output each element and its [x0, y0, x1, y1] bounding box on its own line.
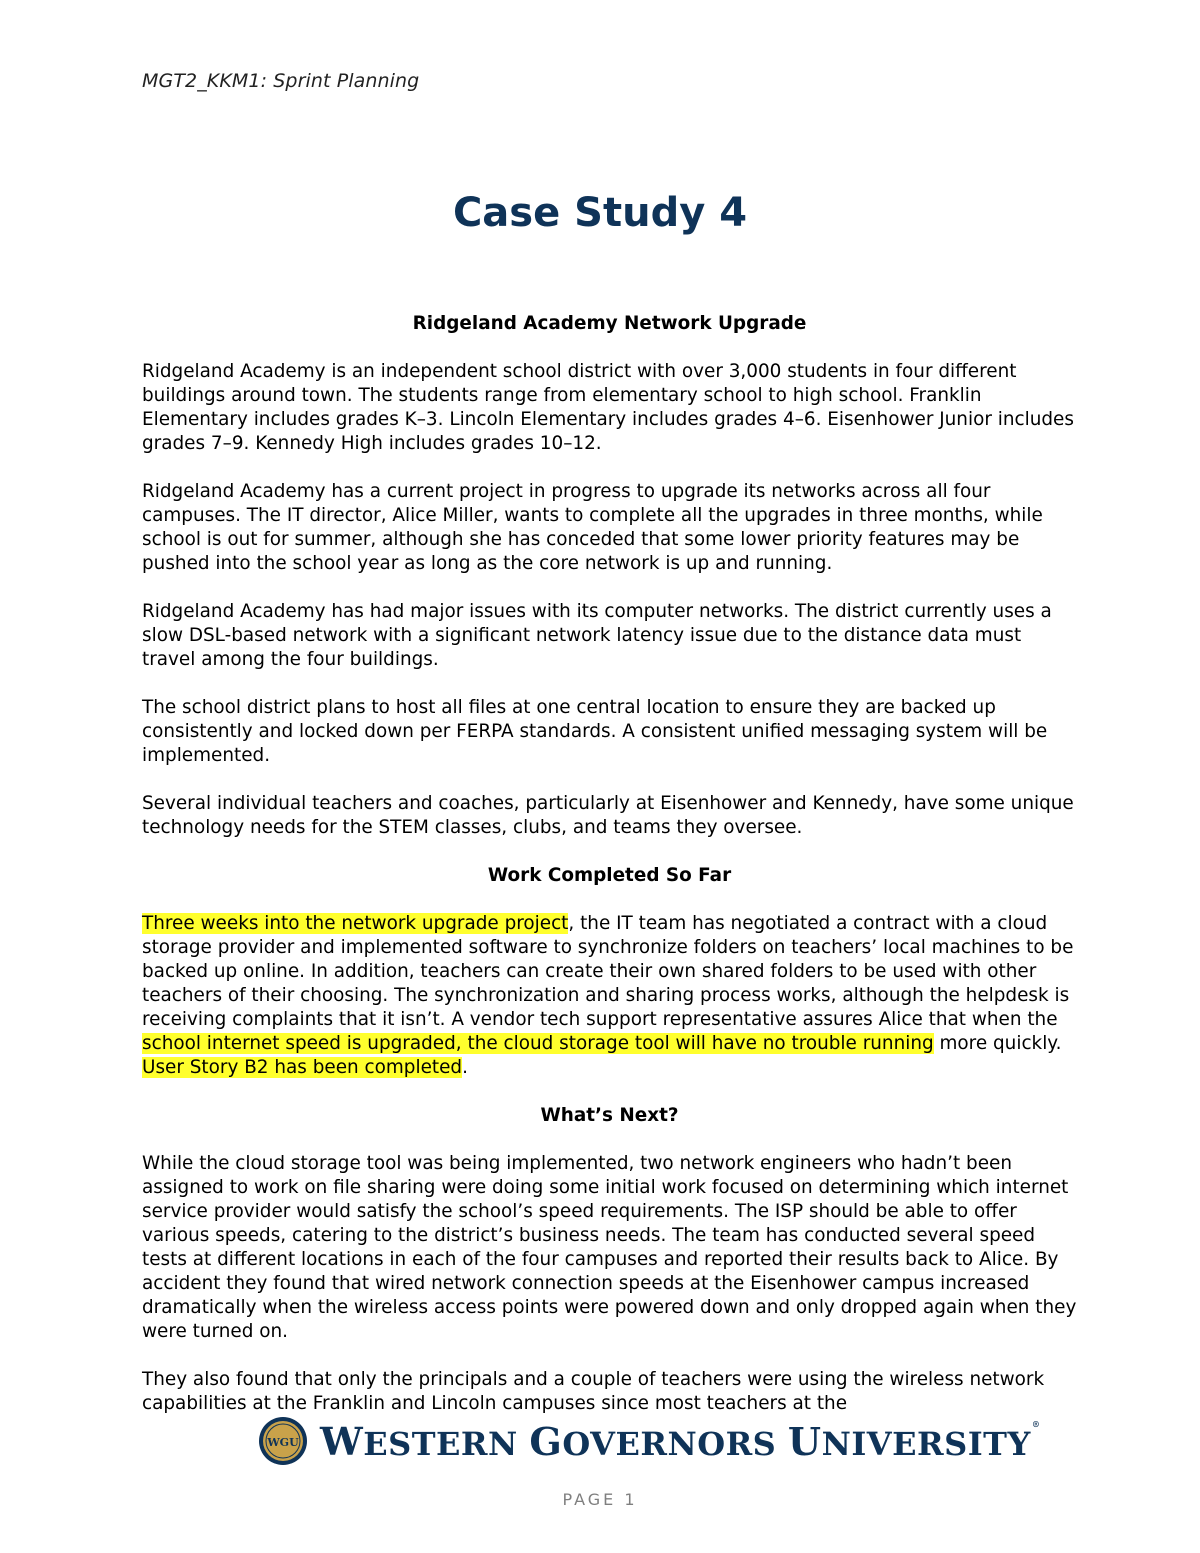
highlighted-text: User Story B2 has been completed — [142, 1057, 463, 1078]
body-text: more quickly. — [933, 1033, 1062, 1054]
university-wordmark: WESTERN GOVERNORS UNIVERSITY® — [320, 1418, 1041, 1464]
paragraph-intro-4: The school district plans to host all files at one central location to ensure they are backed up consistently and locked down per FERPA standards. A consistent unified messaging system will be implemented. — [142, 697, 1048, 766]
highlighted-text: Three weeks into the network upgrade project — [142, 913, 569, 934]
heading-work-completed: Work Completed So Far — [487, 865, 732, 886]
case-subtitle: Ridgeland Academy Network Upgrade — [412, 313, 807, 334]
running-header: MGT2_KKM1: Sprint Planning — [142, 70, 420, 92]
page-number: PAGE 1 — [562, 1490, 638, 1509]
university-logo — [258, 1412, 1040, 1470]
seal-monogram: WGU — [267, 1436, 299, 1449]
highlighted-text: school internet speed is upgraded, the cloud storage tool will have no trouble running — [142, 1033, 934, 1054]
document-body — [142, 312, 1077, 1416]
paragraph-intro-3: Ridgeland Academy has had major issues with its computer networks. The district currently uses a slow DSL-based network with a significant network latency issue due to the distance data must travel among the four buildings. — [142, 601, 1052, 670]
paragraph-intro-5: Several individual teachers and coaches, particularly at Eisenhower and Kennedy, have some unique technology needs for the STEM classes, clubs, and teams they oversee. — [142, 793, 1074, 838]
paragraph-whats-next-1: While the cloud storage tool was being implemented, two network engineers who hadn’t been assigned to work on file sharing were doing some initial work focused on determining which internet service provider would satisfy the school’s speed requirements. The ISP should be able to offer various speeds, catering to the district’s business needs. The team has conducted several speed tests at different locations in each of the four campuses and reported their results back to Alice. By accident they found that wired network connection speeds at the Eisenhower campus increased dramatically when the wireless access points were powered down and only dropped again when they were turned on. — [142, 1153, 1077, 1342]
university-seal-icon — [258, 1416, 308, 1466]
body-text: . — [462, 1057, 468, 1078]
paragraph-intro-1: Ridgeland Academy is an independent school district with over 3,000 students in four different buildings around town. The students range from elementary school to high school. Franklin Elementary includes grades K–3. Lincoln Elementary includes grades 4–6. Eisenhower Junior includes grades 7–9. Kennedy High includes grades 10–12. — [142, 361, 1074, 454]
document-title: Case Study 4 — [452, 190, 748, 236]
body-text: , the IT team has negotiated a contract with a cloud storage provider and implemented software to synchronize folders on teachers’ local machines to be backed up online. In addition, teachers can create their own shared folders to be used with other teachers of their choosing. The synchronization and sharing process works, although the helpdesk is receiving complaints that it isn’t. A vendor tech support representative assures Alice that when the — [142, 913, 1074, 1030]
heading-whats-next: What’s Next? — [540, 1105, 679, 1126]
paragraph-intro-2: Ridgeland Academy has a current project in progress to upgrade its networks across all four campuses. The IT director, Alice Miller, wants to complete all the upgrades in three months, while school is out for summer, although she has conceded that some lower priority features may be pushed into the school year as long as the core network is up and running. — [142, 481, 1043, 574]
paragraph-whats-next-2: They also found that only the principals and a couple of teachers were using the wireless network capabilities at the Franklin and Lincoln campuses since most teachers at the — [142, 1369, 1045, 1414]
paragraph-work-completed — [142, 912, 1077, 1080]
